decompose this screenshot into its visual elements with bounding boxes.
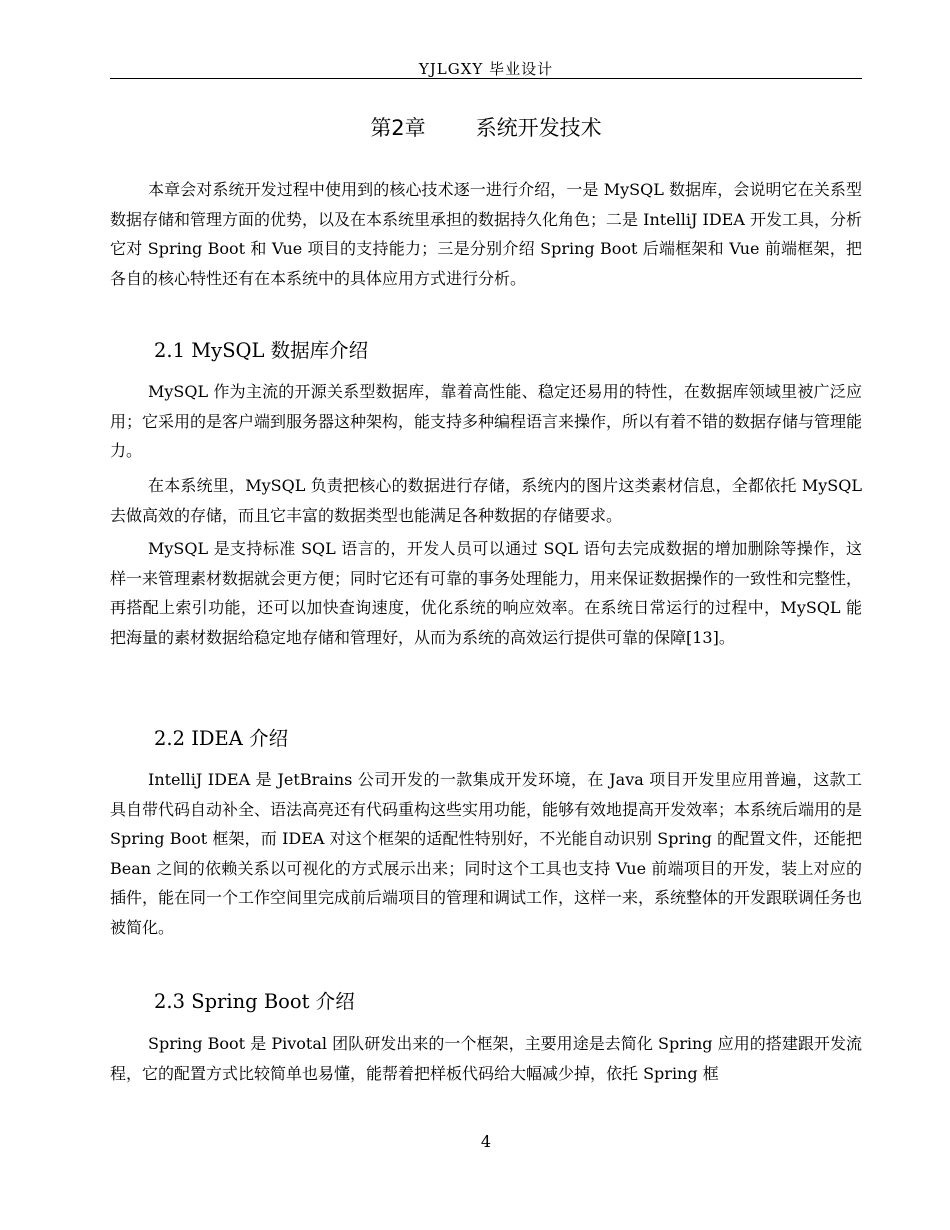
paragraph-2-1-3: MySQL 是支持标准 SQL 语言的，开发人员可以通过 SQL 语句去完成数据的增加删除等操作，这样一来管理素材数据就会更方便；同时它还有可靠的事务处理能力，用来保证数据操作的一致性和完整性，再搭配上索引功能，还可以加快查询速度，优化系统的响应效率。在系统日常运行的过程中，MySQL 能把海量的素材数据给稳定地存储和管理好，从而为系统的高效运行提供可靠的保障[13]。	[110, 539, 863, 647]
section-heading-2-3: 2.3 Spring Boot 介绍	[154, 990, 355, 1013]
section-heading-2-2: 2.2 IDEA 介绍	[154, 727, 289, 750]
header-rule	[110, 78, 862, 79]
paragraph-2-1-1: MySQL 作为主流的开源关系型数据库，靠着高性能、稳定还易用的特性，在数据库领域里被广泛应用；它采用的是客户端到服务器这种架构，能支持多种编程语言来操作，所以有着不错的数据存储与管理能力。	[110, 382, 863, 460]
chapter-number: 第2章	[370, 116, 426, 140]
paragraph-2-3-1: Spring Boot 是 Pivotal 团队研发出来的一个框架，主要用途是去简化 Spring 应用的搭建跟开发流程，它的配置方式比较简单也易懂，能帮着把样板代码给大幅减少掉，依托 Spring 框	[110, 1034, 862, 1083]
page-number: 4	[480, 1132, 492, 1151]
intro-paragraph: 本章会对系统开发过程中使用到的核心技术逐一进行介绍，一是 MySQL 数据库，会说明它在关系型数据存储和管理方面的优势，以及在本系统里承担的数据持久化角色；二是 IntelliJ IDEA 开发工具，分析它对 Spring Boot 和 Vue 项目的支持能力；三是分别介绍 Spring Boot 后端框架和 Vue 前端框架，把各自的核心特性还有在本系统中的具体应用方式进行分析。	[110, 180, 862, 288]
paragraph-2-2-1: IntelliJ IDEA 是 JetBrains 公司开发的一款集成开发环境，在 Java 项目开发里应用普遍，这款工具自带代码自动补全、语法高亮还有代码重构这些实用功能，能够有效地提高开发效率；本系统后端用的是 Spring Boot 框架，而 IDEA 对这个框架的适配性特别好，不光能自动识别 Spring 的配置文件，还能把 Bean 之间的依赖关系以可视化的方式展示出来；同时这个工具也支持 Vue 前端项目的开发，装上对应的插件，能在同一个工作空间里完成前后端项目的管理和调试工作，这样一来，系统整体的开发跟联调任务也被简化。	[110, 770, 863, 937]
section-heading-2-1: 2.1 MySQL 数据库介绍	[154, 339, 369, 362]
running-header-title: YJLGXY 毕业设计	[418, 60, 554, 78]
paragraph-2-1-2: 在本系统里，MySQL 负责把核心的数据进行存储，系统内的图片这类素材信息，全都依托 MySQL 去做高效的存储，而且它丰富的数据类型也能满足各种数据的存储要求。	[110, 476, 862, 525]
chapter-title	[110, 113, 862, 143]
chapter-name: 系统开发技术	[475, 116, 602, 140]
